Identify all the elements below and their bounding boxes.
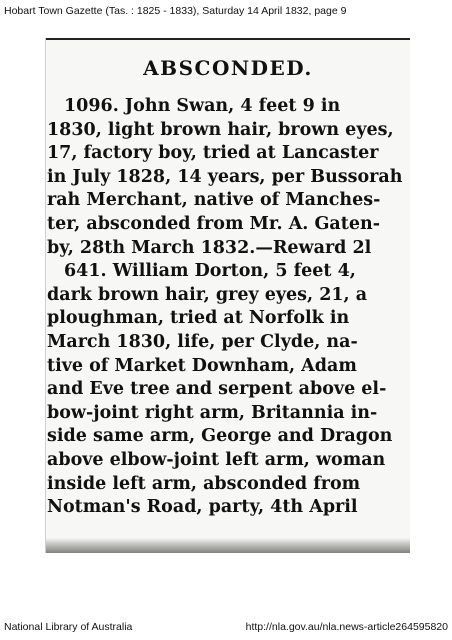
article-line: tive of Market Downham, Adam [47, 355, 357, 376]
article-line: in July 1828, 14 years, per Bussorah [47, 166, 403, 187]
article-line: 1830, light brown hair, brown eyes, [47, 119, 394, 140]
article-line: rah Merchant, native of Manches- [47, 190, 381, 211]
citation-header: Hobart Town Gazette (Tas. : 1825 - 1833), Saturday 14 April 1832, page 9 [4, 5, 347, 17]
source-credit: National Library of Australia [4, 621, 133, 633]
article-line: 1096. John Swan, 4 feet 9 in [64, 96, 341, 116]
article-line: 17, factory boy, tried at Lancaster [47, 143, 379, 164]
article-line: 641. William Dorton, 5 feet 4, [64, 261, 356, 282]
article-line: and Eve tree and serpent above el- [47, 379, 387, 400]
top-rule [46, 38, 410, 40]
article-line: ter, absconded from Mr. A. Gaten- [47, 213, 380, 234]
article-line: above elbow-joint left arm, woman [47, 449, 386, 470]
article-line: March 1830, life, per Clyde, na- [47, 331, 358, 352]
article-heading: ABSCONDED. [143, 56, 313, 80]
newspaper-clipping [45, 38, 410, 553]
article-body [46, 95, 410, 520]
article-line: dark brown hair, grey eyes, 21, a [47, 284, 368, 305]
article-url-link[interactable]: http://nla.gov.au/nla.news-article264595820 [245, 621, 448, 633]
article-line: inside left arm, absconded from [47, 473, 361, 494]
article-line: ploughman, tried at Norfolk in [47, 308, 350, 329]
article-line: Notman's Road, party, 4th April [47, 497, 358, 518]
article-line: side same arm, George and Dragon [47, 426, 393, 447]
article-line: by, 28th March 1832.—Reward 2l [47, 237, 372, 258]
article-line: bow-joint right arm, Britannia in- [47, 402, 378, 423]
clipping-cut-edge [46, 538, 410, 553]
